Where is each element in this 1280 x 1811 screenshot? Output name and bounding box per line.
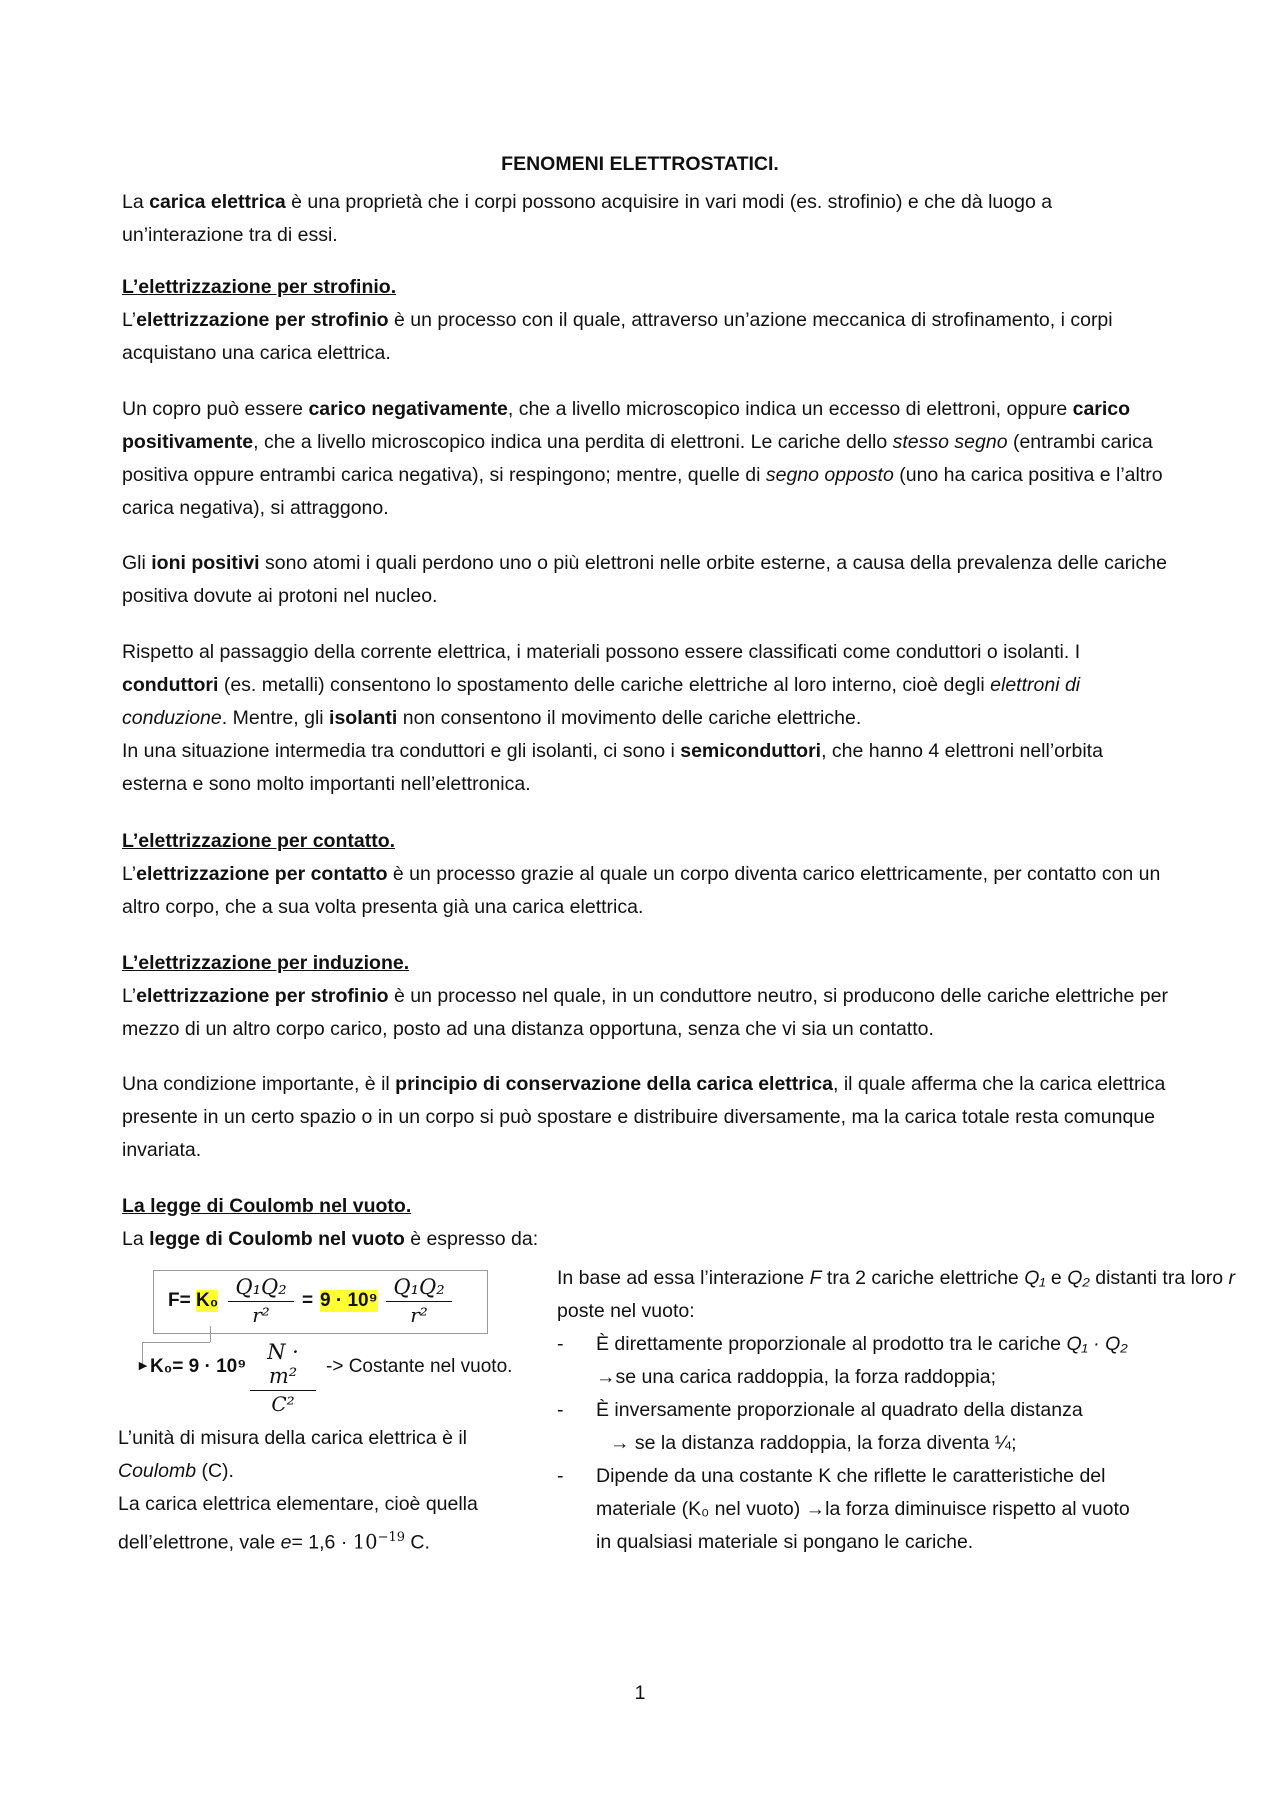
bullet-item-3: Dipende da una costante K che riflette le caratteristiche del materiale (K₀ nel vuoto) →la forza diminuisce rispetto al vuoto in qualsiasi materiale si pongano le cariche. <box>596 1465 1130 1553</box>
section-heading-coulomb: La legge di Coulomb nel vuoto. <box>122 1195 412 1217</box>
bullet-item-2: È inversamente proporzionale al quadrato della distanza → se la distanza raddoppia, la forza diventa ¼; <box>596 1399 1083 1454</box>
formula-fraction-2 <box>386 1275 452 1326</box>
formula-k0-highlight: K₀ <box>196 1290 219 1311</box>
section-heading-strofinio: L’elettrizzazione per strofinio. <box>122 276 397 298</box>
fraction-1-numerator: Q₁Q₂ <box>235 1275 287 1299</box>
page-number: 1 <box>634 1682 646 1704</box>
paragraph-induzione: L’elettrizzazione per strofinio è un processo nel quale, in un conduttore neutro, si producono delle cariche elettriche per mezzo di un altro corpo carico, posto ad una distanza opportuna, senza che vi sia un contatto. <box>122 985 1168 1040</box>
formula-connector-top <box>142 1342 210 1343</box>
paragraph-coulomb-lead: La legge di Coulomb nel vuoto è espresso da: <box>122 1228 539 1250</box>
paragraph-carica-elementare: La carica elettrica elementare, cioè quella dell’elettrone, vale $e= 1,6 \cdot 10^{-19}$ C. <box>118 1493 478 1554</box>
paragraph-interazione: In base ad essa l’interazione F tra 2 cariche elettriche Q₁ e Q₂ distanti tra loro r poste nel vuoto: <box>557 1267 1236 1322</box>
k0-description: -> Costante nel vuoto. <box>326 1356 513 1377</box>
bullet-dash-2: - <box>557 1399 564 1421</box>
paragraph-unita-misura: L’unità di misura della carica elettrica è il Coulomb (C). <box>118 1427 468 1482</box>
unit-denominator: C² <box>271 1392 295 1416</box>
formula-value-highlight: 9 · 10⁹ <box>320 1290 378 1311</box>
formula-connector-stem <box>210 1326 211 1342</box>
k0-definition: K₀= 9 · 10⁹ <box>150 1356 247 1377</box>
k0-unit-fraction <box>250 1340 316 1415</box>
bullet-dash-3: - <box>557 1465 564 1487</box>
formula-equals: = <box>302 1290 314 1311</box>
paragraph-ioni: Gli ioni positivi sono atomi i quali perdono uno o più elettroni nelle orbite esterne, a causa della prevalenza delle cariche positiva dovute ai protoni nel nucleo. <box>122 552 1167 607</box>
paragraph-cariche: Un copro può essere carico negativamente, che a livello microscopico indica un eccesso di elettroni, oppure carico positivamente, che a livello microscopico indica una perdita di elettroni. Le cariche dello stesso segno (entrambi carica positiva oppure entrambi carica negativa), si respingono; mentre, quelle di segno opposto (uno ha carica positiva e l’altro carica negativa), si attraggono. <box>122 398 1163 519</box>
connector-arrow-icon: ► <box>136 1357 150 1373</box>
paragraph-strofinio: L’elettrizzazione per strofinio è un processo con il quale, attraverso un’azione meccanica di strofinamento, i corpi acquistano una carica elettrica. <box>122 309 1113 364</box>
section-heading-induzione: L’elettrizzazione per induzione. <box>122 952 410 974</box>
paragraph-conservazione: Una condizione importante, è il principio di conservazione della carica elettrica, il quale afferma che la carica elettrica presente in un certo spazio o in un corpo si può spostare e distribuire diversamente, ma la carica totale resta comunque invariata. <box>122 1073 1166 1161</box>
paragraph-conduttori: Rispetto al passaggio della corrente elettrica, i materiali possono essere classificati come conduttori o isolanti. I conduttori (es. metalli) consentono lo spostamento delle cariche elettriche al loro interno, cioè degli elettroni di conduzione. Mentre, gli isolanti non consentono il movimento delle cariche elettriche. In una situazione intermedia tra conduttori e gli isolanti, ci sono i semiconduttori, che hanno 4 elettroni nell’orbita esterna e sono molto importanti nell’elettronica. <box>122 641 1103 795</box>
intro-paragraph: La carica elettrica è una proprietà che i corpi possono acquisire in vari modi (es. strofinio) e che dà luogo a un’interazione tra di essi. <box>122 191 1053 246</box>
unit-numerator: N · m² <box>267 1340 299 1388</box>
section-heading-contatto: L’elettrizzazione per contatto. <box>122 830 396 852</box>
fraction-1-denominator: r² <box>252 1303 270 1327</box>
page-title: FENOMENI ELETTROSTATICI. <box>501 153 779 175</box>
bullet-item-1: È direttamente proporzionale al prodotto tra le cariche Q₁ · Q₂ →se una carica raddoppia, la forza raddoppia; <box>596 1333 1128 1388</box>
paragraph-contatto: L’elettrizzazione per contatto è un processo grazie al quale un corpo diventa carico elettricamente, per contatto con un altro corpo, che a sua volta presenta già una carica elettrica. <box>122 863 1161 918</box>
formula-f-eq: F= <box>168 1290 191 1311</box>
fraction-2-denominator: r² <box>410 1303 428 1327</box>
bullet-dash-1: - <box>557 1333 564 1355</box>
formula-fraction-1 <box>228 1275 294 1326</box>
fraction-2-numerator: Q₁Q₂ <box>393 1275 445 1299</box>
